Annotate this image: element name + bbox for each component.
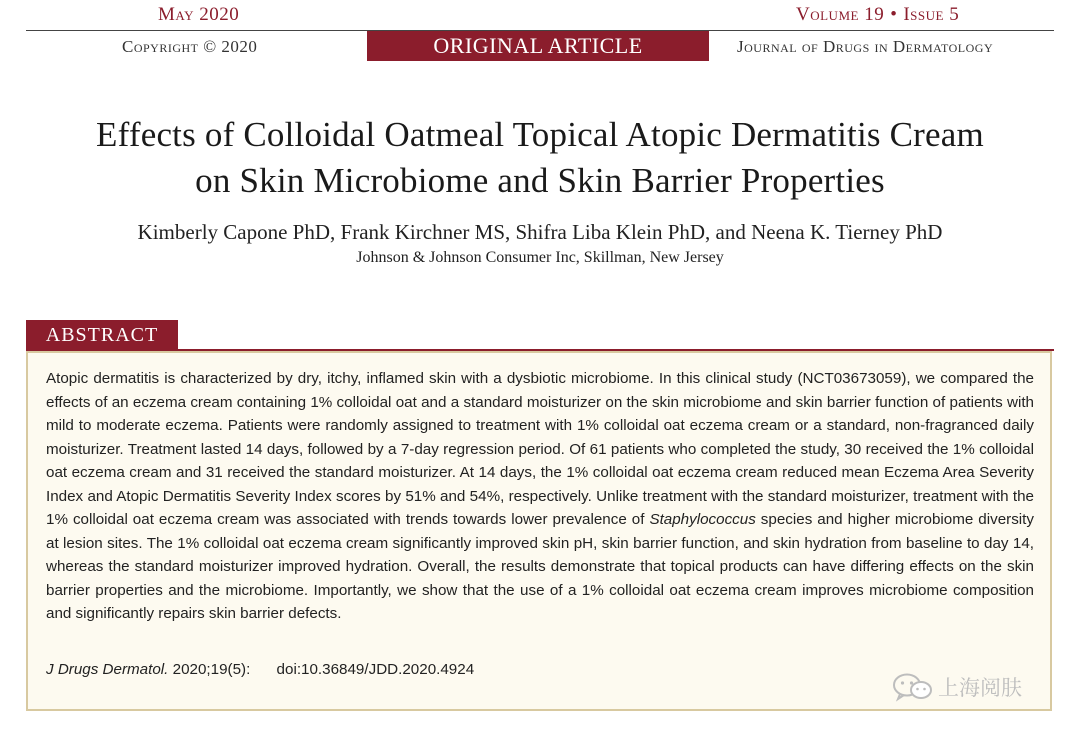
copyright-notice: Copyright © 2020 [122, 37, 258, 56]
issue-date: May 2020 [158, 4, 240, 25]
abstract-text [46, 367, 1034, 626]
watermark-text: 上海阅肤 [938, 676, 1022, 700]
author-list: Kimberly Capone PhD, Frank Kirchner MS, Shifra Liba Klein PhD, and Neena K. Tierney PhD [137, 220, 943, 244]
title-line-1: Effects of Colloidal Oatmeal Topical Atopic Dermatitis Cream [96, 115, 984, 154]
journal-name: Journal of Drugs in Dermatology [737, 37, 994, 56]
citation-journal: J Drugs Dermatol. [46, 661, 169, 678]
abstract-text-part-1: Atopic dermatitis is characterized by dry, itchy, inflamed skin with a dysbiotic microbiome. In this clinical study (NCT03673059), we compared the effects of an eczema cream containing 1% colloidal oat and a standard moisturizer on the skin microbiome and skin barrier function of patients with mild to moderate eczema. Patients were randomly assigned to treatment with 1% colloidal oat eczema cream or a standard, non-fragranced daily moisturizer. Treatment lasted 14 days, followed by a 7-day regression period. Of 61 patients who completed the study, 30 received the 1% colloidal oat eczema cream and 31 received the standard moisturizer. At 14 days, the 1% colloidal oat eczema cream reduced mean Eczema Area Severity Index and Atopic Dermatitis Severity Index scores by 51% and 54%, respectively. Unlike treatment with the standard moisturizer, treatment with the 1% colloidal oat eczema cream was associated with trends towards lower prevalence of [46, 370, 1034, 528]
article-type-banner: ORIGINAL ARTICLE [367, 31, 709, 61]
abstract-heading: ABSTRACT [26, 320, 178, 350]
abstract-italic-term: Staphylococcus [649, 511, 756, 528]
wechat-icon [892, 672, 934, 702]
issue-label: Issue 5 [903, 4, 960, 25]
citation-doi[interactable]: doi:10.36849/JDD.2020.4924 [276, 661, 475, 678]
watermark [892, 670, 1022, 704]
author-affiliation: Johnson & Johnson Consumer Inc, Skillman, New Jersey [356, 249, 724, 266]
volume-issue [796, 4, 959, 26]
citation-line [46, 661, 474, 678]
bullet-separator: • [890, 4, 898, 25]
header-band [0, 31, 1080, 61]
volume-label: Volume 19 [796, 4, 885, 25]
abstract-box [26, 351, 1052, 711]
article-title [20, 112, 1060, 204]
title-line-2: on Skin Microbiome and Skin Barrier Properties [195, 161, 885, 200]
citation-details: 2020;19(5): [172, 661, 251, 678]
running-header [0, 4, 1080, 28]
abstract-text-part-2: species and higher microbiome diversity at lesion sites. The 1% colloidal oat eczema cream significantly improved skin pH, skin barrier function, and skin hydration from baseline to day 14, whereas the standard moisturizer improved hydration. Overall, the results demonstrate that topical products can have differing effects on the skin barrier properties and the microbiome. Importantly, we show that the use of a 1% colloidal oat eczema cream improves microbiome composition and significantly repairs skin barrier defects. [46, 511, 1034, 622]
